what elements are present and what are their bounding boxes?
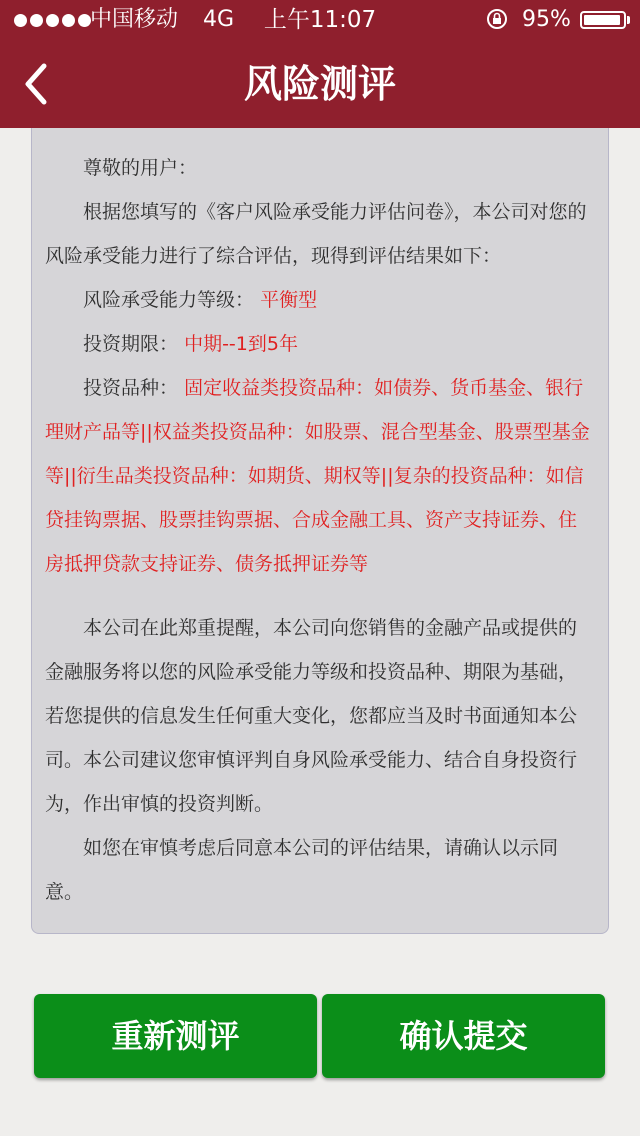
rotation-lock-icon xyxy=(486,8,508,30)
intro-text: 根据您填写的《客户风险承受能力评估问卷》，本公司对您的风险承受能力进行了综合评估，现得到评估结果如下： xyxy=(45,201,587,267)
investment-period-value: 中期--1到5年 xyxy=(184,333,298,355)
assessment-result-card xyxy=(31,128,609,934)
investment-variety-value: 固定收益类投资品种：如债券、货币基金、银行理财产品等||权益类投资品种：如股票、混合型基金、股票型基金等||衍生品类投资品种：如期货、期权等||复杂的投资品种：如信贷挂钩票据、股票挂钩票据、合成金融工具、资产支持证券、住房抵押贷款支持证券、债务抵押证券等 xyxy=(45,377,590,575)
app-header xyxy=(0,0,640,128)
retest-button[interactable]: 重新测评 xyxy=(34,994,317,1078)
risk-level-label: 风险承受能力等级： xyxy=(83,289,255,311)
battery-icon xyxy=(580,11,626,29)
investment-period-row xyxy=(45,322,595,366)
page-title: 风险测评 xyxy=(243,62,396,106)
result-text xyxy=(45,146,595,914)
investment-variety-label: 投资品种： xyxy=(83,377,179,399)
submit-button[interactable]: 确认提交 xyxy=(322,994,605,1078)
network-type: 4G xyxy=(203,7,235,32)
confirm-prompt: 如您在审慎考虑后同意本公司的评估结果，请确认以示同意。 xyxy=(45,837,559,903)
investment-variety-row xyxy=(45,366,595,586)
navigation-bar xyxy=(0,40,640,128)
clock: 上午11:07 xyxy=(263,7,377,33)
reminder-text: 本公司在此郑重提醒，本公司向您销售的金融产品或提供的金融服务将以您的风险承受能力等级和投资品种、期限为基础，若您提供的信息发生任何重大变化，您都应当及时书面通知本公司。本公司建议您审慎评判自身风险承受能力、结合自身投资行为，作出审慎的投资判断。 xyxy=(45,617,578,815)
risk-level-row xyxy=(45,278,595,322)
carrier-name: 中国移动 xyxy=(90,7,179,32)
greeting: 尊敬的用户： xyxy=(83,157,198,179)
risk-level-value: 平衡型 xyxy=(260,289,318,311)
status-bar xyxy=(0,0,640,40)
investment-period-label: 投资期限： xyxy=(83,333,179,355)
battery-percentage: 95% xyxy=(522,7,571,32)
